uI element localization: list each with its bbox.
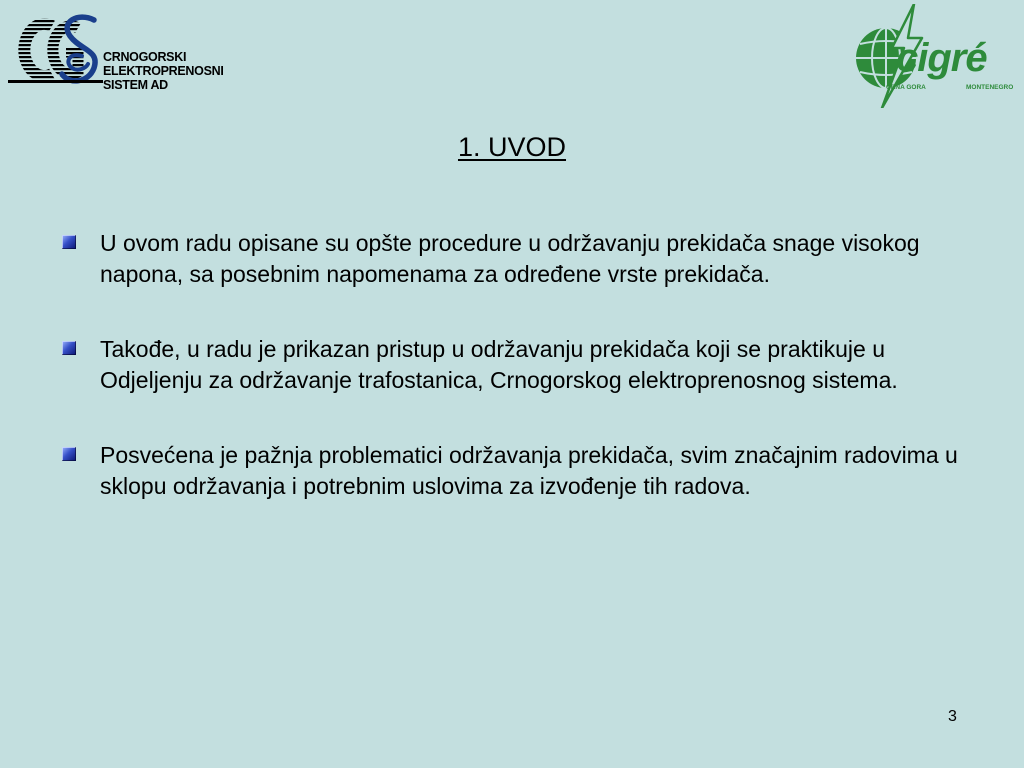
cges-logo-line-2: ELEKTROPRENOSNI — [103, 64, 224, 78]
cigre-subtitle-left: CRNA GORA — [886, 84, 926, 91]
slide-title: 1. UVOD — [457, 132, 567, 162]
cges-logo-text — [103, 50, 224, 92]
page-number: 3 — [948, 708, 957, 725]
cges-logo-line-1: CRNOGORSKI — [103, 50, 187, 64]
bullet-text: Takođe, u radu je prikazan pristup u održavanju prekidača koji se praktikuje u Odjeljenju za održavanje trafostanica, Crnogorskog elektroprenosnog sistema. — [100, 336, 898, 393]
cges-logo-line-3: SISTEM AD — [103, 78, 168, 92]
cigre-wordmark: cigré — [896, 36, 987, 80]
cigre-subtitle-right: MONTENEGRO — [966, 84, 1014, 91]
bullet-text: U ovom radu opisane su opšte procedure u održavanju prekidača snage visokog napona, sa posebnim napomenama za određene vrste prekidača. — [100, 230, 920, 287]
square-bullet-icon — [62, 341, 76, 355]
bullet-text: Posvećena je pažnja problematici održavanja prekidača, svim značajnim radovima u sklopu održavanja i potrebnim uslovima za izvođenje tih radova. — [100, 442, 958, 499]
cges-logo — [8, 12, 228, 92]
square-bullet-icon — [62, 235, 76, 249]
square-bullet-icon — [62, 447, 76, 461]
bullet-item — [62, 440, 962, 501]
bullet-list — [62, 228, 962, 546]
bullet-item — [62, 334, 962, 395]
bullet-item — [62, 228, 962, 289]
